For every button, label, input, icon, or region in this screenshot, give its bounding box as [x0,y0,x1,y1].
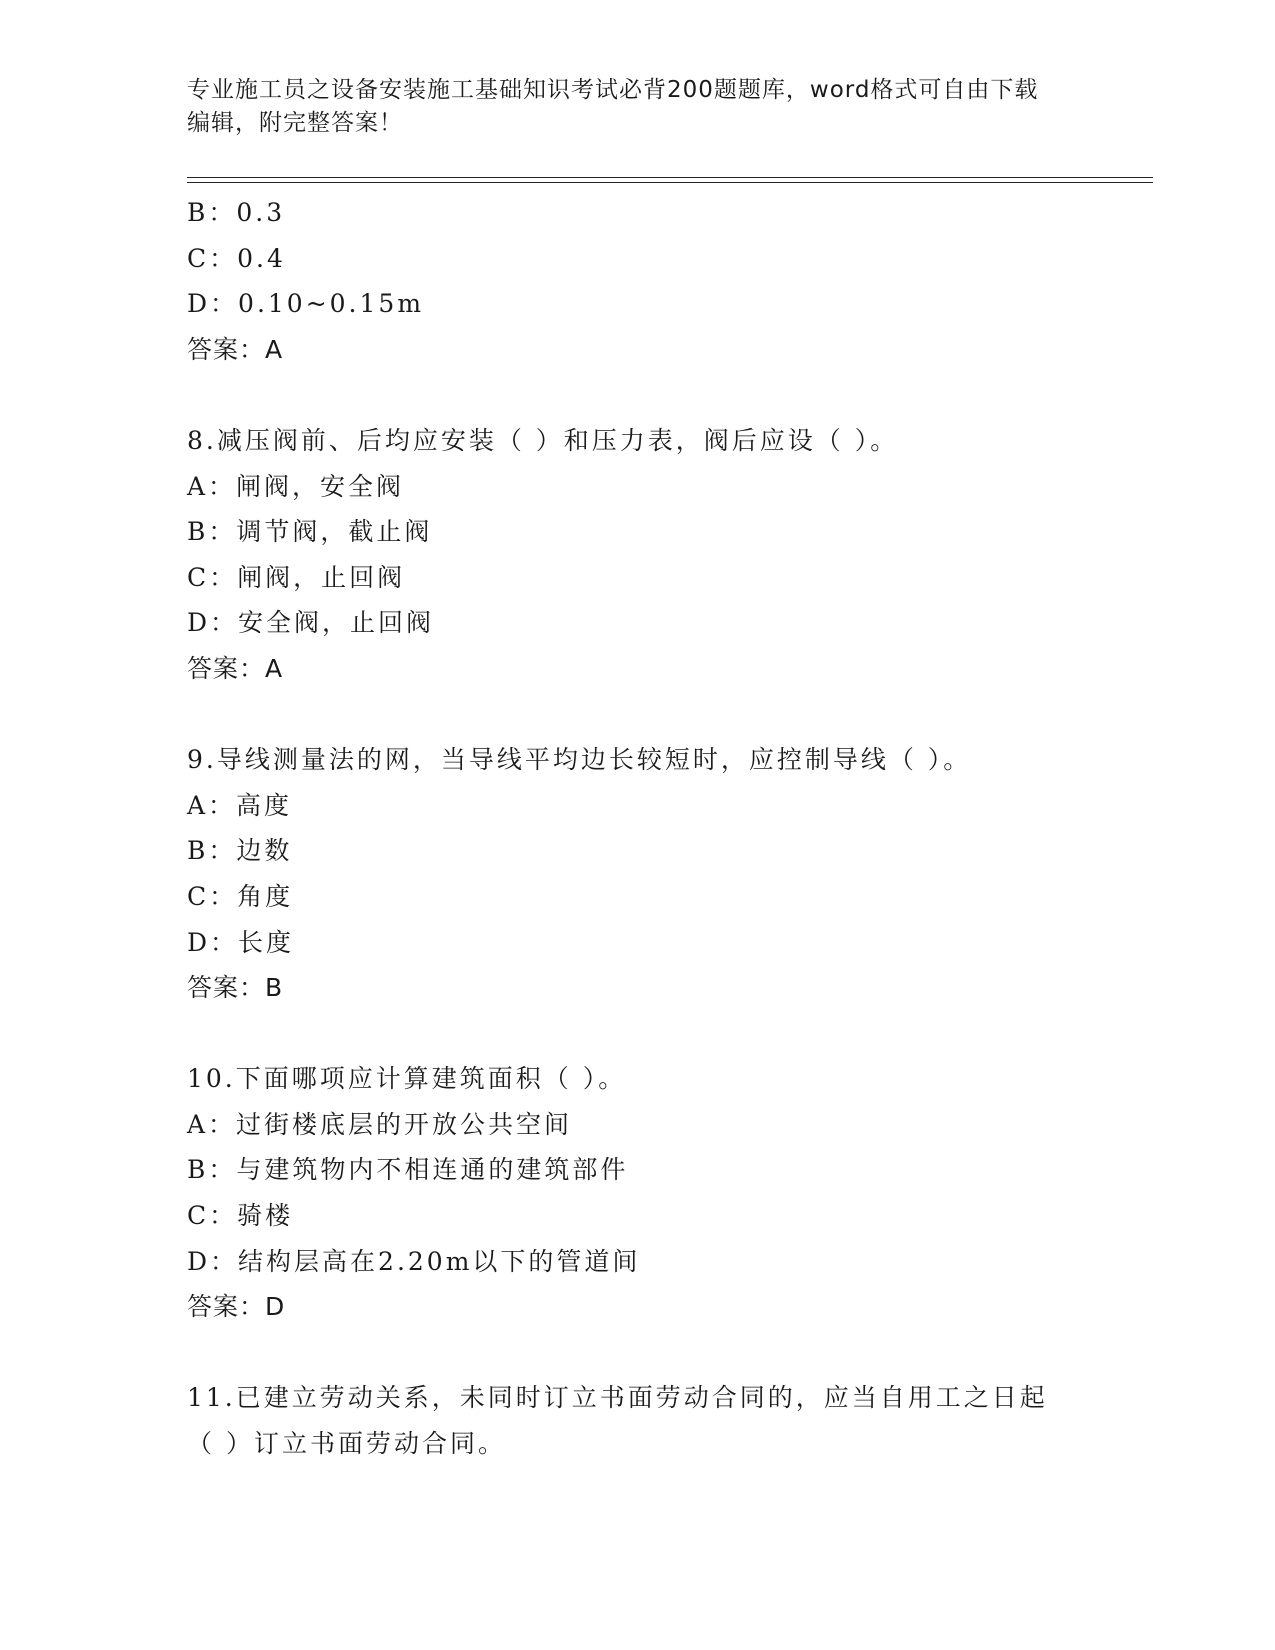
question-text: 9.导线测量法的网，当导线平均边长较短时，应控制导线（ ）。 [187,745,972,775]
answer-line: 答案：A [187,334,284,364]
question-text-line-1: 11.已建立劳动关系，未同时订立书面劳动合同的，应当自用工之日起 [187,1383,1048,1413]
option-c: C：闸阀，止回阀 [187,562,406,592]
question-text-line-2: （ ）订立书面劳动合同。 [187,1429,506,1459]
header-divider-top [187,177,1153,178]
question-block-7-partial [187,190,1153,372]
option-b: B：0.3 [187,198,286,227]
spacer [187,692,1153,738]
option-c: C：角度 [187,881,294,911]
option-d: D：长度 [187,927,295,957]
answer-line: 答案：D [187,1292,286,1322]
option-a: A：高度 [187,790,293,820]
header-line-1: 专业施工员之设备安装施工基础知识考试必背200题题库，word格式可自由下载 [187,77,1039,103]
question-block-9 [187,737,1153,1011]
option-d: D：0.10~0.15m [187,289,425,319]
option-a: A：过街楼底层的开放公共空间 [187,1109,573,1139]
question-block-11 [187,1375,1153,1466]
option-c: C：0.4 [187,243,286,273]
header-line-2: 编辑，附完整答案！ [187,110,403,136]
question-text: 10.下面哪项应计算建筑面积（ ）。 [187,1064,627,1094]
option-a: A：闸阀，安全阀 [187,471,405,501]
answer-line: 答案：B [187,973,284,1003]
spacer [187,1330,1153,1376]
spacer [187,1011,1153,1057]
header-divider-bottom [187,182,1153,183]
document-header [187,74,1087,140]
question-block-8 [187,418,1153,692]
option-b: B：边数 [187,836,293,866]
option-b: B：调节阀，截止阀 [187,517,433,547]
option-d: D：安全阀，止回阀 [187,608,435,638]
question-text: 8.减压阀前、后均应安装（ ）和压力表，阀后应设（ ）。 [187,425,899,455]
question-list [187,190,1153,1467]
option-d: D：结构层高在2.20m以下的管道间 [187,1246,641,1276]
option-b: B：与建筑物内不相连通的建筑部件 [187,1155,629,1185]
answer-line: 答案：A [187,653,284,683]
question-block-10 [187,1056,1153,1330]
spacer [187,372,1153,418]
option-c: C：骑楼 [187,1201,294,1231]
